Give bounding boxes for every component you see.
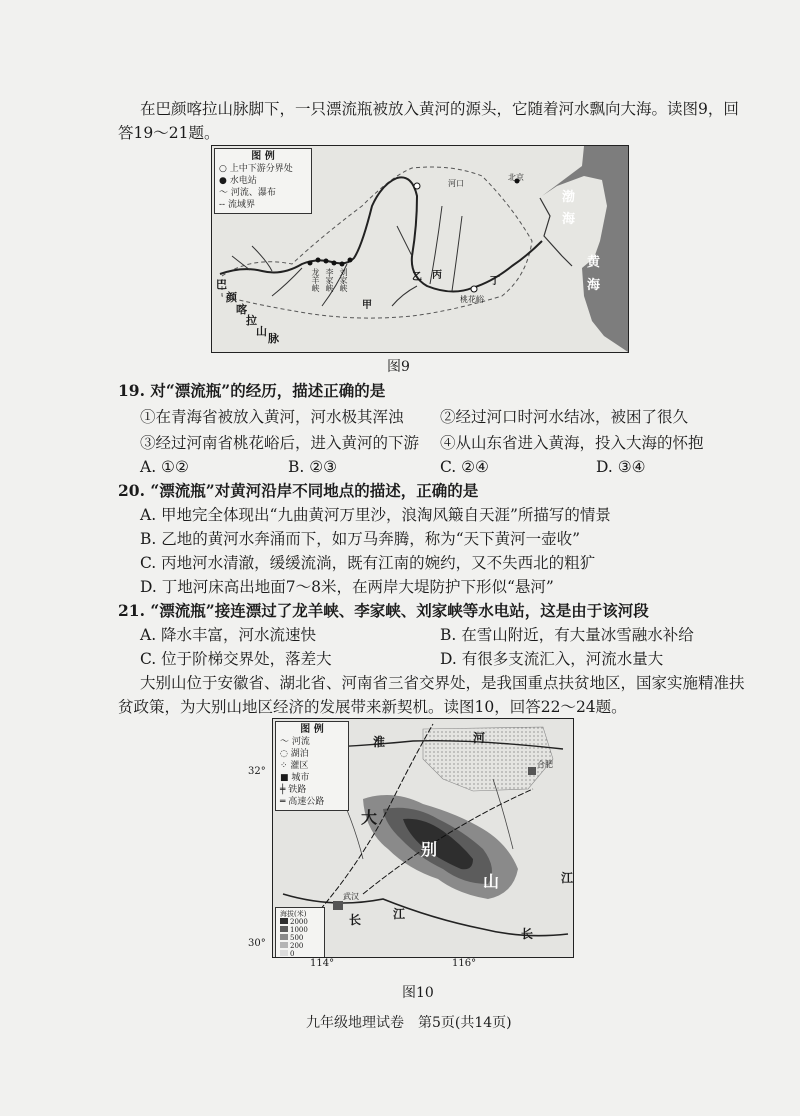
label-hekou: 河口	[448, 179, 464, 188]
figure-10-map	[272, 718, 574, 958]
legend-item-boundary: ○ 上中下游分界处	[219, 164, 293, 174]
elev-label: 500	[290, 934, 304, 942]
legend-label: 河流	[291, 737, 310, 747]
label-longyangxia: 龙羊峡	[311, 268, 320, 292]
label-lon-114: 114°	[310, 958, 335, 969]
label-jiang-2: 江	[561, 871, 574, 885]
q19-statement-2: ②经过河口时河水结冰，被困了很久	[440, 408, 689, 426]
label-bohai-1: 渤	[562, 190, 576, 205]
label-bayan-2: 颜	[226, 291, 237, 304]
label-bayan-1: 巴	[216, 278, 227, 291]
q21-stem: 21. “漂流瓶”接连漂过了龙羊峡、李家峡、刘家峡等水电站，这是由于该河段	[118, 601, 649, 620]
elev-label: 200	[290, 942, 304, 950]
label-bayan-6: 脉	[268, 332, 279, 345]
label-jia: 甲	[362, 300, 372, 311]
legend-title: 图 例	[251, 151, 275, 162]
label-lat-30: 30°	[248, 938, 266, 949]
label-da: 大	[361, 808, 378, 827]
legend-label: 高速公路	[288, 797, 325, 807]
label-lat-32: 32°	[248, 766, 266, 777]
legend-item-river: ～ 河流、瀑布	[219, 188, 276, 198]
q19-option-d: D. ③④	[596, 458, 646, 476]
label-bing: 丙	[432, 270, 442, 281]
label-jiang-1: 江	[393, 907, 406, 921]
elev-swatch	[280, 918, 288, 924]
elev-title: 海拔(米)	[280, 910, 307, 918]
label-bayan-3: 喀	[236, 303, 247, 316]
intro2-line-1: 大别山位于安徽省、湖北省、河南省三省交界处，是我国重点扶贫地区，国家实施精准扶	[140, 674, 745, 692]
q20-option-c: C. 丙地河水清澈，缓缓流淌，既有江南的婉约，又不失西北的粗犷	[140, 554, 596, 572]
q21-option-d: D. 有很多支流汇入，河流水量大	[440, 650, 664, 668]
elevation-legend	[275, 907, 325, 958]
label-bie: 别	[421, 840, 438, 859]
label-he: 河	[473, 731, 486, 745]
label-bohai-2: 海	[562, 212, 576, 227]
label-huai: 淮	[373, 735, 386, 749]
intro-line-2: 答19～21题。	[118, 124, 220, 142]
page-footer: 九年级地理试卷 第5页(共14页)	[306, 1015, 512, 1031]
q21-option-b: B. 在雪山附近，有大量冰雪融水补给	[440, 626, 694, 644]
figure-9-legend	[214, 148, 312, 214]
elev-row	[280, 918, 320, 926]
elev-label: 2000	[290, 918, 308, 926]
label-lijiaxia: 李家峡	[325, 268, 334, 292]
legend-item-irrigation: ⁘ 灌区	[280, 761, 309, 771]
label-shan: 山	[483, 872, 500, 891]
label-lon-116: 116°	[452, 958, 477, 969]
elev-label: 1000	[290, 926, 308, 934]
q21-option-c: C. 位于阶梯交界处，落差大	[140, 650, 332, 668]
q19-statement-4: ④从山东省进入黄海，投入大海的怀抱	[440, 434, 704, 452]
label-beijing: 北京	[508, 173, 524, 182]
legend-label: 水电站	[229, 176, 257, 186]
intro-line-1: 在巴颜喀拉山脉脚下，一只漂流瓶被放入黄河的源头，它随着河水飘向大海。读图9，回	[140, 100, 739, 118]
legend-item-railway: ╪ 铁路	[280, 785, 307, 795]
elev-label: 0	[290, 950, 295, 958]
label-wuhan: 武汉	[343, 892, 359, 901]
label-yi: 乙	[412, 272, 422, 283]
elev-row	[280, 926, 320, 934]
q19-option-c: C. ②④	[440, 458, 489, 476]
q21-option-a: A. 降水丰富，河水流速快	[140, 626, 317, 644]
label-huanghai-1: 黄	[587, 255, 601, 270]
q20-option-b: B. 乙地的黄河水奔涌而下，如万马奔腾，称为“天下黄河一壶收”	[140, 530, 581, 548]
legend-item-city: ■ 城市	[280, 773, 310, 783]
elev-swatch	[280, 950, 288, 956]
legend-label: 铁路	[288, 785, 307, 795]
label-chang: 长	[349, 913, 362, 927]
legend-label: 流域界	[227, 200, 255, 210]
label-bayan-4: 拉	[246, 314, 257, 327]
q19-stem: 19. 对“漂流瓶”的经历，描述正确的是	[118, 381, 386, 400]
figure-10-caption: 图10	[402, 985, 434, 1001]
elev-swatch	[280, 934, 288, 940]
elev-swatch	[280, 926, 288, 932]
label-huanghai-2: 海	[587, 278, 601, 293]
legend-label: 湖泊	[290, 749, 309, 759]
figure-10-legend	[275, 721, 349, 811]
legend-item-dam: ● 水电站	[219, 176, 257, 186]
q20-stem: 20. “漂流瓶”对黄河沿岸不同地点的描述，正确的是	[118, 481, 479, 500]
legend-item-river: ～ 河流	[280, 737, 310, 747]
label-hefei: 合肥	[537, 760, 553, 769]
legend-label: 上中下游分界处	[229, 164, 293, 174]
legend-item-basin: -- 流域界	[219, 200, 255, 210]
elev-row	[280, 942, 320, 950]
elev-row	[280, 950, 320, 958]
legend-label: 灌区	[290, 761, 309, 771]
q19-option-a: A. ①②	[140, 458, 189, 476]
legend-item-highway: ═ 高速公路	[280, 797, 325, 807]
figure-9-caption: 图9	[387, 359, 410, 375]
q19-statement-1: ①在青海省被放入黄河，河水极其浑浊	[140, 408, 404, 426]
q20-option-d: D. 丁地河床高出地面7～8米，在两岸大堤防护下形似“悬河”	[140, 578, 554, 596]
q19-statement-3: ③经过河南省桃花峪后，进入黄河的下游	[140, 434, 420, 452]
figure-9-map	[211, 145, 629, 353]
legend-title: 图 例	[300, 724, 324, 735]
q19-option-b: B. ②③	[288, 458, 338, 476]
elev-row	[280, 934, 320, 942]
legend-label: 城市	[291, 773, 310, 783]
q20-option-a: A. 甲地完全体现出“九曲黄河万里沙，浪淘风簸自天涯”所描写的情景	[140, 506, 611, 524]
legend-label: 河流、瀑布	[230, 188, 276, 198]
label-ding: 丁	[490, 276, 500, 287]
label-liujiaxia: 刘家峡	[339, 268, 348, 292]
elev-swatch	[280, 942, 288, 948]
label-taohuayu: 桃花峪	[460, 295, 484, 304]
legend-item-lake: ◌ 湖泊	[280, 749, 309, 759]
label-chang-2: 长	[521, 927, 534, 941]
intro2-line-2: 贫政策，为大别山地区经济的发展带来新契机。读图10，回答22～24题。	[118, 698, 627, 716]
label-bayan-5: 山	[256, 325, 267, 338]
